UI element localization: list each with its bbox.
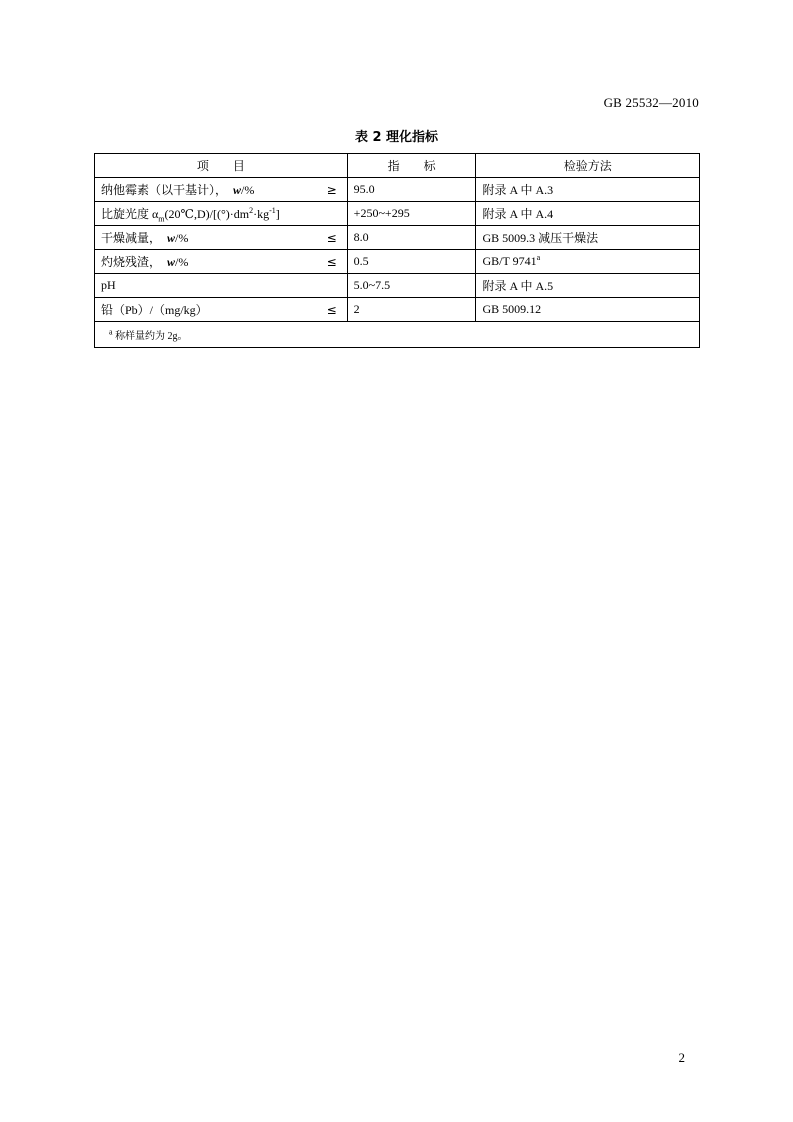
row-method xyxy=(476,250,700,274)
method-text: GB/T 9741 xyxy=(482,254,537,268)
row-value: 0.5 xyxy=(347,250,476,274)
unit-suffix: /% xyxy=(175,231,189,245)
unit-variable: w xyxy=(167,255,176,269)
unit-variable: w xyxy=(233,183,242,197)
row-method: 附录 A 中 A.3 xyxy=(476,178,700,202)
comparator-symbol: ≤ xyxy=(326,302,337,317)
row-value: 8.0 xyxy=(347,226,476,250)
footnote-marker: a xyxy=(109,327,113,337)
table-row xyxy=(95,202,700,226)
row-value: +250~+295 xyxy=(347,202,476,226)
row-method: GB 5009.12 xyxy=(476,298,700,322)
item-superscript: 2 xyxy=(249,206,254,215)
item-label-cont: (20℃,D)/[(°)·dm xyxy=(164,207,250,221)
row-method: GB 5009.3 减压干燥法 xyxy=(476,226,700,250)
row-method: 附录 A 中 A.5 xyxy=(476,274,700,298)
comparator-symbol: ≤ xyxy=(326,230,337,245)
row-method: 附录 A 中 A.4 xyxy=(476,202,700,226)
item-label: 干燥减量， xyxy=(101,231,162,245)
item-label: 铅（Pb）/（mg/kg） xyxy=(101,303,208,317)
footnote-ref: a xyxy=(536,253,541,262)
comparator-symbol: ≥ xyxy=(326,182,337,197)
item-label: 灼烧残渣， xyxy=(101,255,162,269)
unit-suffix: /% xyxy=(175,255,189,269)
table-header-row xyxy=(95,154,700,178)
table-title: 表 2 理化指标 xyxy=(354,130,439,145)
page-number: 2 xyxy=(678,1050,685,1065)
row-item-lead xyxy=(95,298,348,322)
row-item-residue-on-ignition xyxy=(95,250,348,274)
table-row xyxy=(95,274,700,298)
item-label: pH xyxy=(101,278,116,292)
column-header-value: 指 标 xyxy=(347,154,476,178)
column-header-method: 检验方法 xyxy=(476,154,700,178)
item-label: 比旋光度 α xyxy=(101,207,159,221)
item-superscript: -1 xyxy=(269,206,276,215)
item-label: 纳他霉素（以干基计）， xyxy=(101,183,228,197)
spec-table xyxy=(94,153,700,348)
row-item-loss-on-drying xyxy=(95,226,348,250)
row-item-specific-rotation xyxy=(95,202,348,226)
table-footnote-row xyxy=(95,322,700,348)
item-label-end: ] xyxy=(275,207,280,221)
row-item-natamycin xyxy=(95,178,348,202)
row-item-ph xyxy=(95,274,348,298)
table-row xyxy=(95,226,700,250)
unit-suffix: /% xyxy=(241,183,255,197)
row-value: 95.0 xyxy=(347,178,476,202)
table-footnote xyxy=(95,322,700,348)
table-row xyxy=(95,298,700,322)
unit-variable: w xyxy=(167,231,176,245)
table-row xyxy=(95,178,700,202)
standard-code: GB 25532—2010 xyxy=(603,95,699,110)
footnote-text: 称样量约为 2g。 xyxy=(115,331,188,342)
row-value: 5.0~7.5 xyxy=(347,274,476,298)
column-header-item: 项 目 xyxy=(95,154,348,178)
table-row xyxy=(95,250,700,274)
item-label-cont: ·kg xyxy=(253,207,270,221)
item-subscript: m xyxy=(158,214,165,224)
row-value: 2 xyxy=(347,298,476,322)
comparator-symbol: ≤ xyxy=(326,254,337,269)
